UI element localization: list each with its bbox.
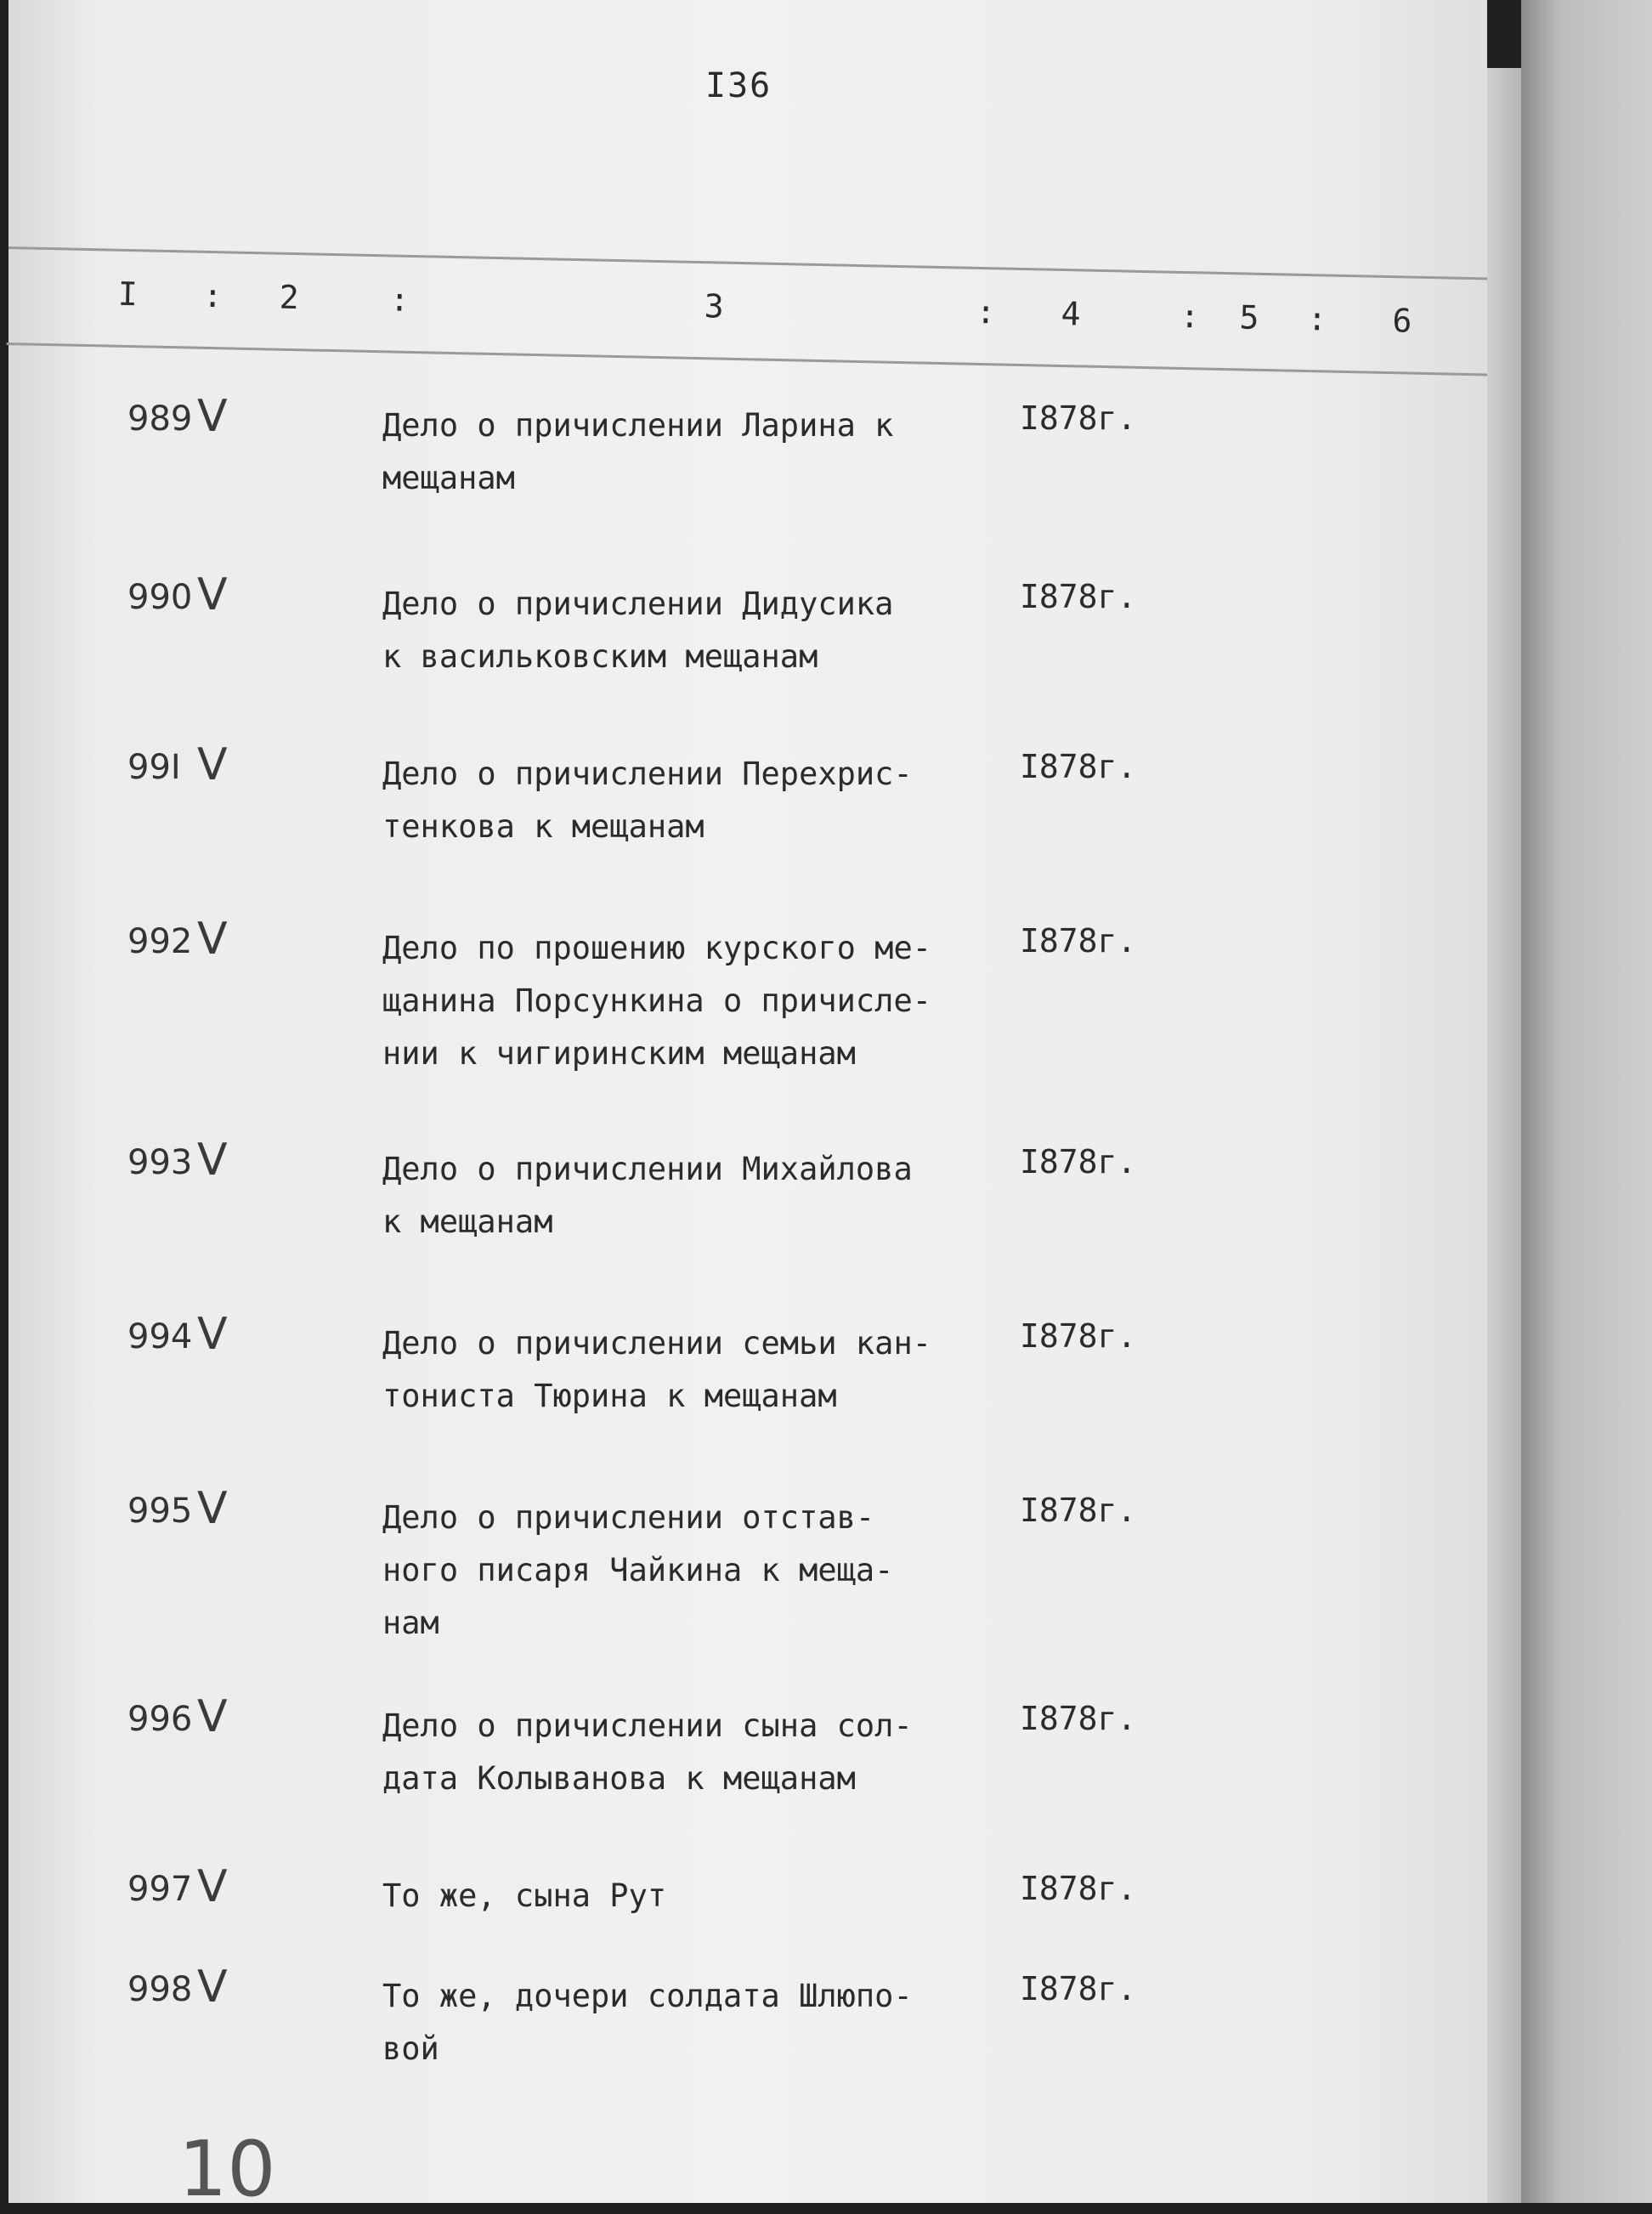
entry-title-line: мещанам bbox=[382, 460, 515, 496]
entry-title-line: Дело по прошению курского ме- bbox=[382, 930, 932, 966]
check-mark-icon: V bbox=[197, 391, 228, 442]
check-mark-icon: V bbox=[197, 1691, 228, 1742]
entry-title-line: То же, сына Рут bbox=[382, 1877, 667, 1914]
entry-title bbox=[382, 578, 1003, 683]
entry-number: 997 bbox=[127, 1870, 193, 1909]
check-mark-icon: V bbox=[197, 1483, 228, 1534]
entry-title-line: нам bbox=[382, 1605, 439, 1641]
entry-number: 99I bbox=[127, 748, 181, 787]
entry-title-line: Дело о причислении Ларина к bbox=[382, 407, 894, 444]
handwritten-note: 10 bbox=[178, 2125, 276, 2214]
column-separator: : bbox=[202, 276, 223, 315]
list-item bbox=[8, 569, 1453, 748]
list-item bbox=[8, 1691, 1453, 1870]
entry-number: 994 bbox=[127, 1317, 193, 1356]
column-header: I bbox=[117, 275, 139, 314]
column-separator: : bbox=[389, 280, 410, 319]
page-edge bbox=[1487, 68, 1521, 2203]
column-header: 4 bbox=[1061, 294, 1081, 333]
entry-number: 992 bbox=[127, 922, 193, 961]
list-item bbox=[8, 914, 1453, 1092]
column-header: 6 bbox=[1392, 302, 1412, 340]
entry-title-line: Дело о причислении отстав- bbox=[382, 1499, 875, 1536]
entry-number: 993 bbox=[127, 1143, 193, 1182]
column-header: 5 bbox=[1239, 298, 1259, 337]
check-mark-icon: V bbox=[197, 1861, 228, 1912]
entry-year: I878г. bbox=[1020, 922, 1137, 960]
entry-title-line: вой bbox=[382, 2030, 439, 2067]
entry-title bbox=[382, 1492, 1003, 1650]
entry-title-line: Дело о причислении Перехрис- bbox=[382, 756, 913, 792]
entry-title bbox=[382, 922, 1003, 1080]
entry-number: 989 bbox=[127, 399, 193, 439]
column-header-row bbox=[7, 246, 1496, 377]
entry-title bbox=[382, 1870, 1003, 1922]
entry-title-line: ного писаря Чайкина к меща- bbox=[382, 1552, 894, 1588]
entry-year: I878г. bbox=[1020, 748, 1137, 785]
entry-year: I878г. bbox=[1020, 1317, 1137, 1355]
entry-title bbox=[382, 1317, 1003, 1423]
entry-number: 995 bbox=[127, 1492, 193, 1531]
column-separator: : bbox=[1180, 297, 1200, 336]
entry-number: 996 bbox=[127, 1700, 193, 1739]
column-separator: : bbox=[976, 292, 996, 331]
column-header: 3 bbox=[704, 287, 725, 326]
entry-title-line: тенкова к мещанам bbox=[382, 808, 704, 845]
entry-number: 998 bbox=[127, 1970, 193, 2009]
entry-title-line: Дело о причислении семьи кан- bbox=[382, 1325, 932, 1362]
entry-year: I878г. bbox=[1020, 1870, 1137, 1907]
entry-title-line: тониста Тюрина к мещанам bbox=[382, 1378, 837, 1414]
entry-title-line: Дело о причислении сына сол- bbox=[382, 1707, 913, 1744]
entry-year: I878г. bbox=[1020, 399, 1137, 437]
binding-shadow bbox=[1521, 0, 1652, 2203]
entry-title-line: к мещанам bbox=[382, 1203, 553, 1240]
check-mark-icon: V bbox=[197, 739, 228, 790]
entry-title-line: щанина Порсункина о причисле- bbox=[382, 982, 932, 1019]
list-item bbox=[8, 1483, 1453, 1662]
check-mark-icon: V bbox=[197, 569, 228, 620]
check-mark-icon: V bbox=[197, 914, 228, 965]
entry-title bbox=[382, 1970, 1003, 2075]
entry-title bbox=[382, 399, 1003, 505]
document-page bbox=[8, 0, 1487, 2214]
list-item bbox=[8, 1135, 1453, 1313]
page-number: I36 bbox=[705, 66, 772, 105]
check-mark-icon: V bbox=[197, 1135, 228, 1186]
entry-title-line: дата Колыванова к мещанам bbox=[382, 1760, 856, 1797]
entry-year: I878г. bbox=[1020, 1970, 1137, 2007]
entry-number: 990 bbox=[127, 578, 193, 617]
check-mark-icon: V bbox=[197, 1962, 228, 2013]
entry-year: I878г. bbox=[1020, 1492, 1137, 1529]
entry-year: I878г. bbox=[1020, 1700, 1137, 1737]
entry-title-line: Дело о причислении Михайлова bbox=[382, 1151, 913, 1187]
check-mark-icon: V bbox=[197, 1309, 228, 1360]
entry-title-line: Дело о причислении Дидусика bbox=[382, 586, 894, 622]
entry-title-line: То же, дочери солдата Шлюпо- bbox=[382, 1978, 913, 2014]
list-item bbox=[8, 739, 1453, 918]
entry-year: I878г. bbox=[1020, 1143, 1137, 1181]
list-item bbox=[8, 1962, 1453, 2140]
list-item bbox=[8, 391, 1453, 569]
list-item bbox=[8, 1309, 1453, 1487]
column-header: 2 bbox=[279, 278, 300, 317]
entry-year: I878г. bbox=[1020, 578, 1137, 615]
entry-title bbox=[382, 748, 1003, 853]
column-separator: : bbox=[1307, 300, 1327, 338]
entry-title-line: нии к чигиринским мещанам bbox=[382, 1035, 856, 1072]
entry-title bbox=[382, 1700, 1003, 1805]
entry-title bbox=[382, 1143, 1003, 1249]
entry-title-line: к васильковским мещанам bbox=[382, 638, 818, 675]
